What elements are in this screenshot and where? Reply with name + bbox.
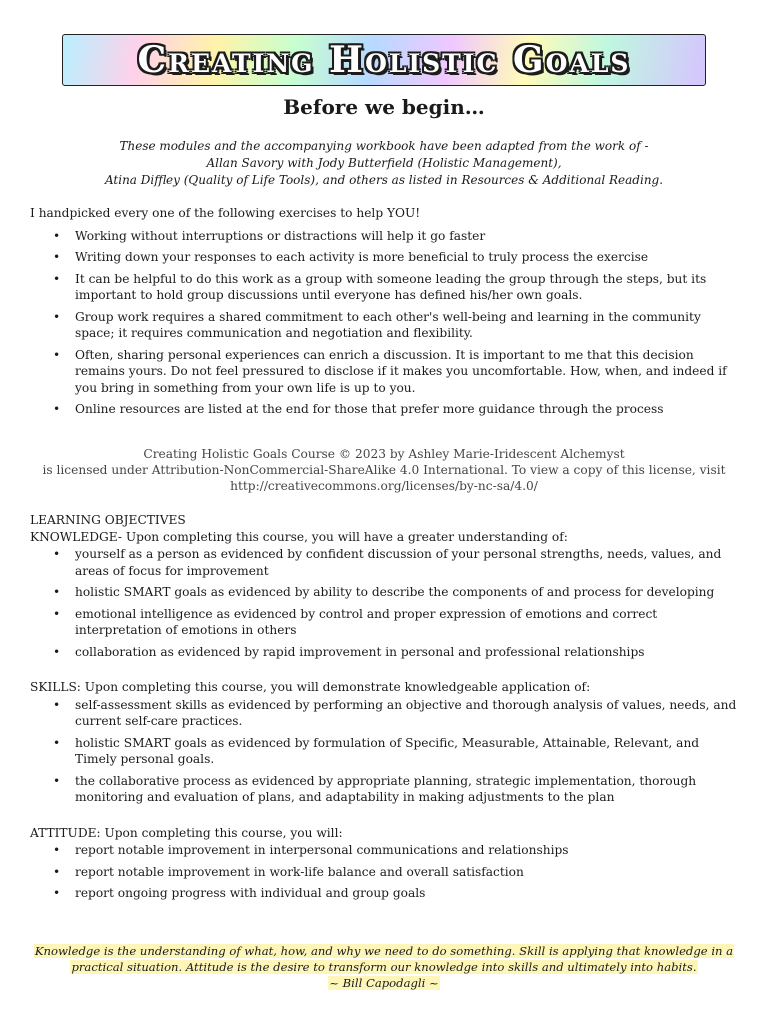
knowledge-lead: KNOWLEDGE- Upon completing this course, you will have a greater understanding of: <box>30 529 568 544</box>
list-item: • Writing down your responses to each activity is more beneficial to truly process the exercise <box>75 249 740 266</box>
quote-line: practical situation. Attitude is the desire to transform our knowledge into skills and ultimately into habits. <box>71 960 697 974</box>
credits-line: Allan Savory with Jody Butterfield (Holistic Management), <box>206 156 562 170</box>
intro-section <box>30 205 740 423</box>
list-item: • self-assessment skills as evidenced by performing an objective and thorough analysis of values, needs, and current self-care practices. <box>75 697 740 730</box>
credits-line: These modules and the accompanying workbook have been adapted from the work of - <box>119 139 649 153</box>
closing-quote <box>0 943 768 991</box>
list-item: • Online resources are listed at the end for those that prefer more guidance through the process <box>75 401 740 418</box>
license-line: is licensed under Attribution-NonCommercial-ShareAlike 4.0 International. To view a copy of this license, visit <box>42 463 726 477</box>
list-item: • report notable improvement in work-life balance and overall satisfaction <box>75 864 740 881</box>
title-banner <box>62 34 706 86</box>
list-item: • emotional intelligence as evidenced by control and proper expression of emotions and correct interpretation of emotions in others <box>75 606 740 639</box>
attitude-lead: ATTITUDE: Upon completing this course, you will: <box>30 825 343 840</box>
objectives-heading: LEARNING OBJECTIVES <box>30 513 186 527</box>
list-item: • yourself as a person as evidenced by confident discussion of your personal strengths, needs, values, and areas of focus for improvement <box>75 546 740 579</box>
list-item: • It can be helpful to do this work as a group with someone leading the group through the steps, but its important to hold group discussions until everyone has defined his/her own goals. <box>75 271 740 304</box>
list-item: • the collaborative process as evidenced by appropriate planning, strategic implementation, thorough monitoring and evaluation of plans, and adaptability in making adjustments to the plan <box>75 773 740 806</box>
credits <box>0 138 768 189</box>
intro-list <box>30 228 740 418</box>
list-item: • Group work requires a shared commitment to each other's well-being and learning in the community space; it requires communication and negotiation and flexibility. <box>75 309 740 342</box>
list-item: • report ongoing progress with individual and group goals <box>75 885 740 902</box>
learning-objectives <box>30 512 740 907</box>
list-item: • holistic SMART goals as evidenced by formulation of Specific, Measurable, Attainable, Relevant, and Timely personal goals. <box>75 735 740 768</box>
license-link[interactable]: http://creativecommons.org/licenses/by-nc-sa/4.0/ <box>230 479 538 493</box>
quote-author: ~ Bill Capodagli ~ <box>329 976 439 990</box>
list-item: • report notable improvement in interpersonal communications and relationships <box>75 842 740 859</box>
skills-lead: SKILLS: Upon completing this course, you will demonstrate knowledgeable application of: <box>30 680 591 694</box>
list-item: • Working without interruptions or distractions will help it go faster <box>75 228 740 245</box>
license-notice <box>0 446 768 494</box>
intro-lead: I handpicked every one of the following exercises to help YOU! <box>30 206 421 220</box>
list-item: • collaboration as evidenced by rapid improvement in personal and professional relationships <box>75 644 740 661</box>
page-subtitle: Before we begin… <box>283 95 485 119</box>
knowledge-list <box>30 546 740 660</box>
list-item: • Often, sharing personal experiences can enrich a discussion. It is important to me that this decision remains yours. Do not feel pressured to disclose if it makes you uncomfortable. How, when, and indeed if you bring in something from your own life is up to you. <box>75 347 740 397</box>
list-item: • holistic SMART goals as evidenced by ability to describe the components of and process for developing <box>75 584 740 601</box>
attitude-list <box>30 842 740 902</box>
quote-line: Knowledge is the understanding of what, how, and why we need to do something. Skill is applying that knowledge in a <box>34 944 734 958</box>
skills-list <box>30 697 740 806</box>
credits-line: Atina Diffley (Quality of Life Tools), and others as listed in Resources & Additional Reading. <box>104 173 664 187</box>
banner-title: Creating Holistic Goals <box>137 38 631 81</box>
license-line: Creating Holistic Goals Course © 2023 by Ashley Marie-Iridescent Alchemyst <box>143 447 625 461</box>
